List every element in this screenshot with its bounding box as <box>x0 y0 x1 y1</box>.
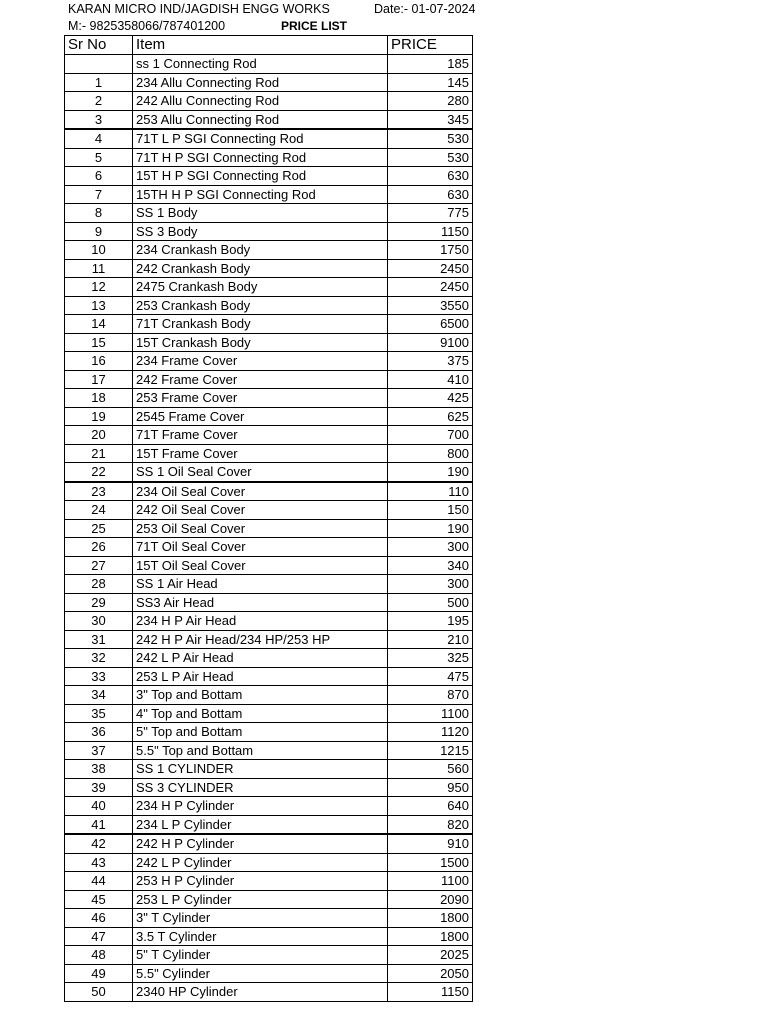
item-cell: 234 L P Cylinder <box>133 815 388 834</box>
column-header-sr-no: Sr No <box>65 36 133 55</box>
table-row <box>65 983 473 1002</box>
sr-cell: 47 <box>65 927 133 946</box>
item-cell: SS 1 CYLINDER <box>133 760 388 779</box>
price-cell: 2025 <box>388 946 473 965</box>
sr-cell: 28 <box>65 575 133 594</box>
price-cell: 910 <box>388 834 473 853</box>
sr-cell: 30 <box>65 612 133 631</box>
price-cell: 950 <box>388 778 473 797</box>
price-cell: 1800 <box>388 909 473 928</box>
sr-cell: 19 <box>65 407 133 426</box>
table-row <box>65 815 473 834</box>
table-row <box>65 167 473 186</box>
item-cell: SS 1 Oil Seal Cover <box>133 463 388 482</box>
table-row <box>65 649 473 668</box>
table-row <box>65 501 473 520</box>
table-row <box>65 148 473 167</box>
price-cell: 1215 <box>388 741 473 760</box>
price-cell: 1500 <box>388 853 473 872</box>
sr-cell: 9 <box>65 222 133 241</box>
sr-cell: 50 <box>65 983 133 1002</box>
sr-cell: 36 <box>65 723 133 742</box>
price-cell: 640 <box>388 797 473 816</box>
item-cell: 3" Top and Bottam <box>133 686 388 705</box>
sr-cell: 22 <box>65 463 133 482</box>
item-cell: 71T H P SGI Connecting Rod <box>133 148 388 167</box>
sr-cell <box>65 55 133 74</box>
table-row <box>65 204 473 223</box>
sr-cell: 26 <box>65 538 133 557</box>
price-cell: 300 <box>388 575 473 594</box>
sr-cell: 34 <box>65 686 133 705</box>
price-cell: 150 <box>388 501 473 520</box>
price-cell: 340 <box>388 556 473 575</box>
sr-cell: 7 <box>65 185 133 204</box>
item-cell: 234 Oil Seal Cover <box>133 482 388 501</box>
sr-cell: 45 <box>65 890 133 909</box>
price-cell: 1100 <box>388 872 473 891</box>
table-row <box>65 593 473 612</box>
item-cell: 71T L P SGI Connecting Rod <box>133 129 388 148</box>
price-cell: 775 <box>388 204 473 223</box>
item-cell: SS 3 CYLINDER <box>133 778 388 797</box>
item-cell: 234 Crankash Body <box>133 241 388 260</box>
table-row <box>65 704 473 723</box>
item-cell: 253 Frame Cover <box>133 389 388 408</box>
sr-cell: 17 <box>65 370 133 389</box>
table-row <box>65 927 473 946</box>
table-row <box>65 872 473 891</box>
column-header-price: PRICE <box>388 36 473 55</box>
item-cell: 5" T Cylinder <box>133 946 388 965</box>
item-cell: 15T Frame Cover <box>133 444 388 463</box>
table-row <box>65 185 473 204</box>
sr-cell: 5 <box>65 148 133 167</box>
sr-cell: 8 <box>65 204 133 223</box>
sr-cell: 25 <box>65 519 133 538</box>
item-cell: 15TH H P SGI Connecting Rod <box>133 185 388 204</box>
item-cell: 5.5" Top and Bottam <box>133 741 388 760</box>
price-cell: 190 <box>388 519 473 538</box>
table-row <box>65 964 473 983</box>
item-cell: SS3 Air Head <box>133 593 388 612</box>
price-cell: 630 <box>388 185 473 204</box>
table-row <box>65 389 473 408</box>
item-cell: 15T Oil Seal Cover <box>133 556 388 575</box>
item-cell: 3" T Cylinder <box>133 909 388 928</box>
table-row <box>65 556 473 575</box>
price-cell: 145 <box>388 73 473 92</box>
sr-cell: 18 <box>65 389 133 408</box>
item-cell: 5.5" Cylinder <box>133 964 388 983</box>
price-cell: 375 <box>388 352 473 371</box>
price-cell: 560 <box>388 760 473 779</box>
price-cell: 800 <box>388 444 473 463</box>
column-header-item: Item <box>133 36 388 55</box>
price-cell: 625 <box>388 407 473 426</box>
price-cell: 1150 <box>388 983 473 1002</box>
item-cell: 71T Frame Cover <box>133 426 388 445</box>
item-cell: 3.5 T Cylinder <box>133 927 388 946</box>
table-row <box>65 241 473 260</box>
item-cell: 234 H P Cylinder <box>133 797 388 816</box>
price-cell: 1750 <box>388 241 473 260</box>
item-cell: 71T Oil Seal Cover <box>133 538 388 557</box>
sr-cell: 3 <box>65 110 133 129</box>
sr-cell: 20 <box>65 426 133 445</box>
sr-cell: 48 <box>65 946 133 965</box>
price-cell: 700 <box>388 426 473 445</box>
sr-cell: 24 <box>65 501 133 520</box>
table-row <box>65 333 473 352</box>
sr-cell: 40 <box>65 797 133 816</box>
company-name: KARAN MICRO IND/JAGDISH ENGG WORKS <box>68 2 330 16</box>
item-cell: 234 H P Air Head <box>133 612 388 631</box>
sr-cell: 46 <box>65 909 133 928</box>
phone-numbers: M:- 9825358066/787401200 <box>68 19 226 33</box>
price-cell: 280 <box>388 92 473 111</box>
sr-cell: 41 <box>65 815 133 834</box>
price-cell: 6500 <box>388 315 473 334</box>
sr-cell: 37 <box>65 741 133 760</box>
table-row <box>65 723 473 742</box>
price-cell: 185 <box>388 55 473 74</box>
table-row <box>65 909 473 928</box>
item-cell: 242 H P Air Head/234 HP/253 HP <box>133 630 388 649</box>
price-cell: 410 <box>388 370 473 389</box>
table-row <box>65 407 473 426</box>
item-cell: 71T Crankash Body <box>133 315 388 334</box>
table-row <box>65 946 473 965</box>
sr-cell: 13 <box>65 296 133 315</box>
table-row <box>65 278 473 297</box>
table-row <box>65 538 473 557</box>
table-row <box>65 55 473 74</box>
price-cell: 1800 <box>388 927 473 946</box>
price-cell: 820 <box>388 815 473 834</box>
price-cell: 195 <box>388 612 473 631</box>
price-cell: 2450 <box>388 259 473 278</box>
price-cell: 190 <box>388 463 473 482</box>
table-row <box>65 222 473 241</box>
item-cell: 234 Frame Cover <box>133 352 388 371</box>
table-row <box>65 612 473 631</box>
price-cell: 630 <box>388 167 473 186</box>
item-cell: SS 3 Body <box>133 222 388 241</box>
item-cell: 253 L P Cylinder <box>133 890 388 909</box>
sr-cell: 10 <box>65 241 133 260</box>
item-cell: 253 L P Air Head <box>133 667 388 686</box>
price-cell: 2090 <box>388 890 473 909</box>
sr-cell: 43 <box>65 853 133 872</box>
sr-cell: 6 <box>65 167 133 186</box>
sr-cell: 16 <box>65 352 133 371</box>
table-row <box>65 890 473 909</box>
sr-cell: 35 <box>65 704 133 723</box>
price-cell: 2050 <box>388 964 473 983</box>
sr-cell: 1 <box>65 73 133 92</box>
sr-cell: 33 <box>65 667 133 686</box>
price-cell: 425 <box>388 389 473 408</box>
price-cell: 3550 <box>388 296 473 315</box>
item-cell: 253 Allu Connecting Rod <box>133 110 388 129</box>
table-row <box>65 73 473 92</box>
item-cell: 242 Oil Seal Cover <box>133 501 388 520</box>
item-cell: 2340 HP Cylinder <box>133 983 388 1002</box>
table-header-row <box>65 36 473 55</box>
item-cell: 242 Allu Connecting Rod <box>133 92 388 111</box>
item-cell: 242 H P Cylinder <box>133 834 388 853</box>
price-cell: 530 <box>388 148 473 167</box>
item-cell: 15T Crankash Body <box>133 333 388 352</box>
sr-cell: 4 <box>65 129 133 148</box>
table-row <box>65 92 473 111</box>
sr-cell: 27 <box>65 556 133 575</box>
table-row <box>65 352 473 371</box>
table-row <box>65 519 473 538</box>
table-row <box>65 482 473 501</box>
price-cell: 345 <box>388 110 473 129</box>
table-row <box>65 370 473 389</box>
price-cell: 500 <box>388 593 473 612</box>
sr-cell: 11 <box>65 259 133 278</box>
sr-cell: 14 <box>65 315 133 334</box>
item-cell: 253 Crankash Body <box>133 296 388 315</box>
price-cell: 1100 <box>388 704 473 723</box>
table-row <box>65 426 473 445</box>
document-date: Date:- 01-07-2024 <box>374 2 476 16</box>
sr-cell: 23 <box>65 482 133 501</box>
item-cell: SS 1 Air Head <box>133 575 388 594</box>
price-cell: 1120 <box>388 723 473 742</box>
table-row <box>65 315 473 334</box>
item-cell: 242 Crankash Body <box>133 259 388 278</box>
sr-cell: 49 <box>65 964 133 983</box>
sr-cell: 31 <box>65 630 133 649</box>
sr-cell: 29 <box>65 593 133 612</box>
table-row <box>65 259 473 278</box>
sr-cell: 15 <box>65 333 133 352</box>
sr-cell: 42 <box>65 834 133 853</box>
table-row <box>65 741 473 760</box>
sr-cell: 39 <box>65 778 133 797</box>
price-table <box>64 35 473 1002</box>
table-row <box>65 686 473 705</box>
item-cell: 234 Allu Connecting Rod <box>133 73 388 92</box>
price-cell: 9100 <box>388 333 473 352</box>
sr-cell: 44 <box>65 872 133 891</box>
table-row <box>65 797 473 816</box>
table-row <box>65 129 473 148</box>
price-cell: 1150 <box>388 222 473 241</box>
table-row <box>65 463 473 482</box>
table-row <box>65 760 473 779</box>
sr-cell: 32 <box>65 649 133 668</box>
table-row <box>65 778 473 797</box>
sr-cell: 12 <box>65 278 133 297</box>
sr-cell: 21 <box>65 444 133 463</box>
item-cell: 242 Frame Cover <box>133 370 388 389</box>
price-cell: 210 <box>388 630 473 649</box>
price-cell: 325 <box>388 649 473 668</box>
item-cell: 253 Oil Seal Cover <box>133 519 388 538</box>
item-cell: 15T H P SGI Connecting Rod <box>133 167 388 186</box>
table-row <box>65 110 473 129</box>
item-cell: 2545 Frame Cover <box>133 407 388 426</box>
table-row <box>65 296 473 315</box>
table-row <box>65 834 473 853</box>
table-row <box>65 630 473 649</box>
item-cell: 5" Top and Bottam <box>133 723 388 742</box>
item-cell: 253 H P Cylinder <box>133 872 388 891</box>
table-row <box>65 853 473 872</box>
item-cell: 242 L P Air Head <box>133 649 388 668</box>
price-cell: 110 <box>388 482 473 501</box>
item-cell: 242 L P Cylinder <box>133 853 388 872</box>
price-list-title: PRICE LIST <box>281 19 348 33</box>
item-cell: SS 1 Body <box>133 204 388 223</box>
table-row <box>65 575 473 594</box>
item-cell: 4" Top and Bottam <box>133 704 388 723</box>
price-cell: 870 <box>388 686 473 705</box>
sr-cell: 2 <box>65 92 133 111</box>
table-row <box>65 667 473 686</box>
price-cell: 530 <box>388 129 473 148</box>
price-cell: 300 <box>388 538 473 557</box>
price-cell: 2450 <box>388 278 473 297</box>
item-cell: 2475 Crankash Body <box>133 278 388 297</box>
sr-cell: 38 <box>65 760 133 779</box>
item-cell: ss 1 Connecting Rod <box>133 55 388 74</box>
price-cell: 475 <box>388 667 473 686</box>
table-row <box>65 444 473 463</box>
